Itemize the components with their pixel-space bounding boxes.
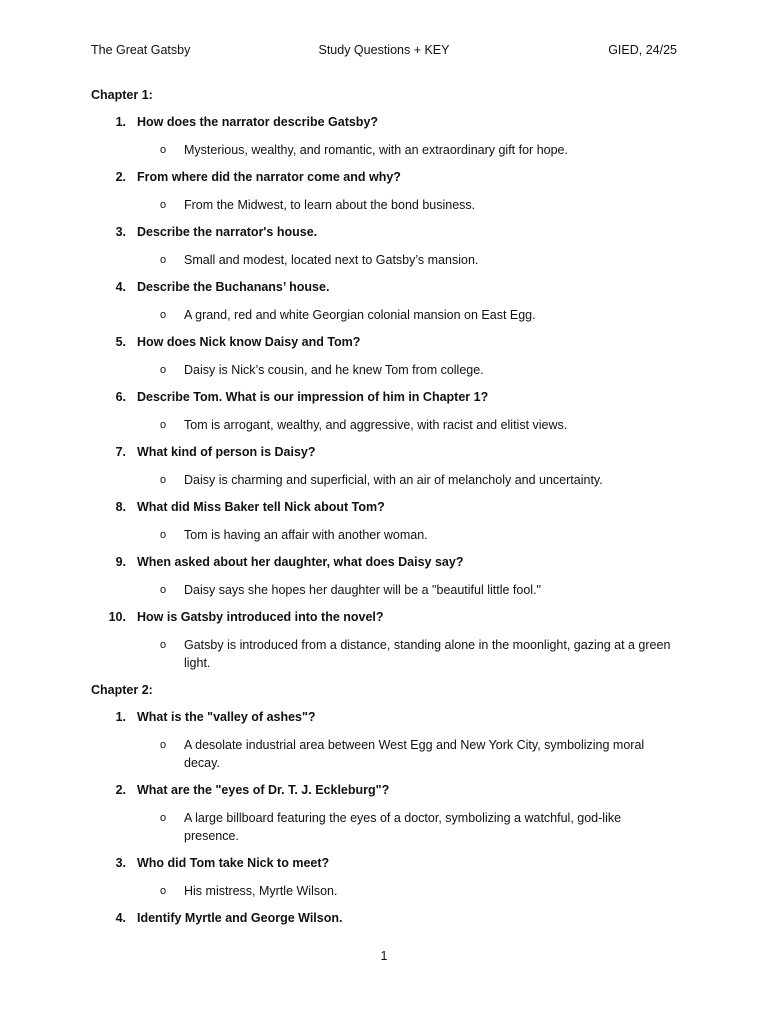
- question-item: [91, 609, 677, 626]
- answer-text: A grand, red and white Georgian colonial mansion on East Egg.: [184, 308, 536, 322]
- answer-text: His mistress, Myrtle Wilson.: [184, 884, 338, 898]
- question-text: When asked about her daughter, what does Daisy say?: [137, 555, 464, 569]
- answer-item: [91, 251, 677, 269]
- bullet-icon: o: [160, 885, 167, 897]
- question-text: How is Gatsby introduced into the novel?: [137, 610, 384, 624]
- question-number: 1.: [115, 115, 126, 129]
- answer-item: [91, 882, 677, 900]
- question-item: [91, 910, 677, 927]
- answer-item: [91, 306, 677, 324]
- answer-text: From the Midwest, to learn about the bond business.: [184, 198, 476, 212]
- page-header: [91, 43, 677, 59]
- answer-text: A desolate industrial area between West Egg and New York City, symbolizing moral decay.: [184, 738, 645, 770]
- answer-item: [91, 196, 677, 214]
- bullet-icon: o: [160, 584, 167, 596]
- answer-text: A large billboard featuring the eyes of a doctor, symbolizing a watchful, god-like presence.: [184, 811, 622, 843]
- question-item: [91, 709, 677, 726]
- chapter-heading: Chapter 1:: [91, 88, 153, 102]
- question-number: 9.: [115, 555, 126, 569]
- answer-item: [91, 736, 677, 772]
- header-title: The Great Gatsby: [91, 43, 191, 57]
- question-item: [91, 855, 677, 872]
- question-text: Identify Myrtle and George Wilson.: [137, 911, 343, 925]
- question-number: 3.: [115, 225, 126, 239]
- question-item: [91, 782, 677, 799]
- answer-item: [91, 141, 677, 159]
- bullet-icon: o: [160, 364, 167, 376]
- question-text: How does Nick know Daisy and Tom?: [137, 335, 361, 349]
- bullet-icon: o: [160, 199, 167, 211]
- question-number: 5.: [115, 335, 126, 349]
- question-number: 6.: [115, 390, 126, 404]
- header-subtitle: Study Questions + KEY: [318, 43, 450, 57]
- question-number: 2.: [115, 783, 126, 797]
- answer-item: [91, 416, 677, 434]
- answer-text: Daisy says she hopes her daughter will be a "beautiful little fool.": [184, 583, 541, 597]
- answer-item: [91, 581, 677, 599]
- answer-text: Daisy is charming and superficial, with an air of melancholy and uncertainty.: [184, 473, 603, 487]
- bullet-icon: o: [160, 419, 167, 431]
- answer-item: [91, 471, 677, 489]
- page-number: 1: [380, 949, 388, 963]
- question-text: Describe the narrator's house.: [137, 225, 318, 239]
- question-number: 3.: [115, 856, 126, 870]
- answer-text: Daisy is Nick’s cousin, and he knew Tom from college.: [184, 363, 484, 377]
- question-text: How does the narrator describe Gatsby?: [137, 115, 379, 129]
- question-number: 4.: [115, 911, 126, 925]
- question-number: 8.: [115, 500, 126, 514]
- question-text: Who did Tom take Nick to meet?: [137, 856, 330, 870]
- question-text: From where did the narrator come and why?: [137, 170, 401, 184]
- question-item: [91, 554, 677, 571]
- question-text: What kind of person is Daisy?: [137, 445, 316, 459]
- question-item: [91, 444, 677, 461]
- question-item: [91, 114, 677, 131]
- bullet-icon: o: [160, 739, 167, 751]
- question-item: [91, 169, 677, 186]
- question-item: [91, 224, 677, 241]
- question-text: Describe the Buchanans’ house.: [137, 280, 330, 294]
- bullet-icon: o: [160, 254, 167, 266]
- bullet-icon: o: [160, 812, 167, 824]
- bullet-icon: o: [160, 474, 167, 486]
- answer-text: Mysterious, wealthy, and romantic, with an extraordinary gift for hope.: [184, 143, 568, 157]
- answer-text: Tom is having an affair with another woman.: [184, 528, 428, 542]
- bullet-icon: o: [160, 529, 167, 541]
- bullet-icon: o: [160, 309, 167, 321]
- question-text: What is the "valley of ashes"?: [137, 710, 316, 724]
- question-number: 1.: [115, 710, 126, 724]
- question-number: 2.: [115, 170, 126, 184]
- question-text: What are the "eyes of Dr. T. J. Eckleburg"?: [137, 783, 390, 797]
- question-item: [91, 499, 677, 516]
- question-item: [91, 389, 677, 406]
- question-number: 10.: [108, 610, 126, 624]
- question-item: [91, 279, 677, 296]
- chapter-heading: Chapter 2:: [91, 683, 153, 697]
- answer-item: [91, 526, 677, 544]
- header-course: GIED, 24/25: [608, 43, 677, 57]
- question-text: Describe Tom. What is our impression of him in Chapter 1?: [137, 390, 489, 404]
- document-body: [91, 87, 677, 937]
- bullet-icon: o: [160, 639, 167, 651]
- answer-text: Gatsby is introduced from a distance, standing alone in the moonlight, gazing at a green light.: [184, 638, 671, 670]
- bullet-icon: o: [160, 144, 167, 156]
- question-number: 7.: [115, 445, 126, 459]
- question-number: 4.: [115, 280, 126, 294]
- answer-item: [91, 636, 677, 672]
- answer-text: Tom is arrogant, wealthy, and aggressive, with racist and elitist views.: [184, 418, 568, 432]
- answer-text: Small and modest, located next to Gatsby’s mansion.: [184, 253, 479, 267]
- question-text: What did Miss Baker tell Nick about Tom?: [137, 500, 385, 514]
- answer-item: [91, 809, 677, 845]
- question-item: [91, 334, 677, 351]
- answer-item: [91, 361, 677, 379]
